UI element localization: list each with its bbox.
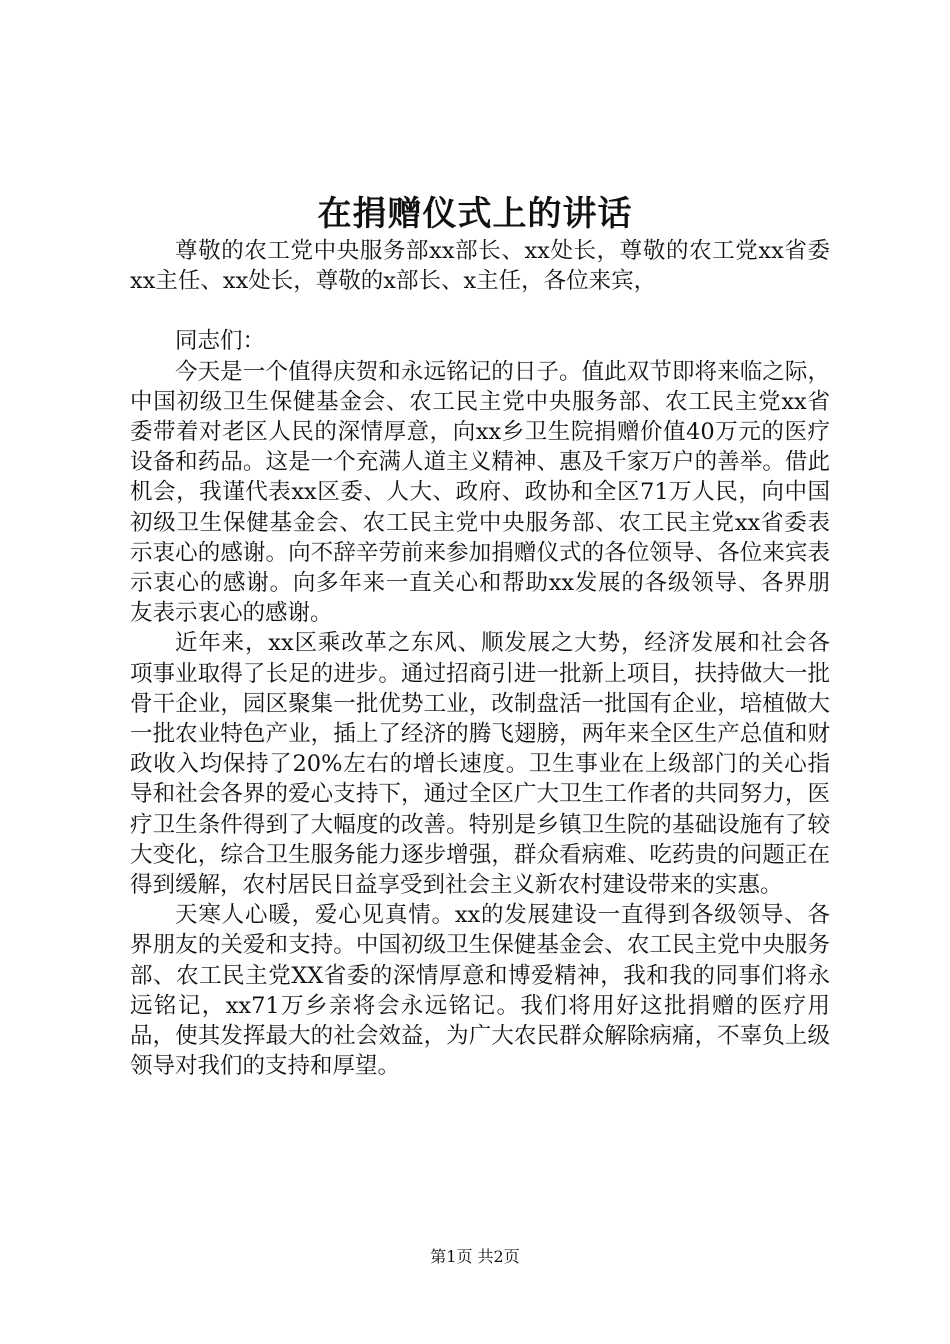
paragraph-1: 今天是一个值得庆贺和永远铭记的日子。值此双节即将来临之际，中国初级卫生保健基金会、农工民主党中央服务部、农工民主党xx省委带着对老区人民的深情厚意，向xx乡卫生院捐赠价值40万元的医疗设备和药品。这是一个充满人道主义精神、惠及千家万户的善举。借此机会，我谨代表xx区委、人大、政府、政协和全区71万人民，向中国初级卫生保健基金会、农工民主党中央服务部、农工民主党xx省委表示衷心的感谢。向不辞辛劳前来参加捐赠仪式的各位领导、各位来宾表示衷心的感谢。向多年来一直关心和帮助xx发展的各级领导、各界朋友表示衷心的感谢。: [130, 358, 830, 627]
salutation-line-2: 同志们：: [175, 328, 266, 355]
page-footer: 第1页 共2页: [430, 1247, 520, 1266]
paragraph-3: 天寒人心暖，爱心见真情。xx的发展建设一直得到各级领导、各界朋友的关爱和支持。中国初级卫生保健基金会、农工民主党中央服务部、农工民主党XX省委的深情厚意和博爱精神，我和我的同事们将永远铭记，xx71万乡亲将会永远铭记。我们将用好这批捐赠的医疗用品，使其发挥最大的社会效益，为广大农民群众解除病痛，不辜负上级领导对我们的支持和厚望。: [130, 902, 830, 1080]
document-title: 在捐赠仪式上的讲话: [317, 194, 633, 234]
salutation-line-1: 尊敬的农工党中央服务部xx部长、xx处长，尊敬的农工党xx省委xx主任、xx处长，尊敬的x部长、x主任，各位来宾，: [130, 238, 830, 295]
document-body: [130, 236, 830, 1081]
paragraph-2: 近年来，xx区乘改革之东风、顺发展之大势，经济发展和社会各项事业取得了长足的进步。通过招商引进一批新上项目，扶持做大一批骨干企业，园区聚集一批优势工业，改制盘活一批国有企业，培植做大一批农业特色产业，插上了经济的腾飞翅膀，两年来全区生产总值和财政收入均保持了20%左右的增长速度。卫生事业在上级部门的关心指导和社会各界的爱心支持下，通过全区广大卫生工作者的共同努力，医疗卫生条件得到了大幅度的改善。特别是乡镇卫生院的基础设施有了较大变化，综合卫生服务能力逐步增强，群众看病难、吃药贵的问题正在得到缓解，农村居民日益享受到社会主义新农村建设带来的实惠。: [130, 630, 830, 899]
